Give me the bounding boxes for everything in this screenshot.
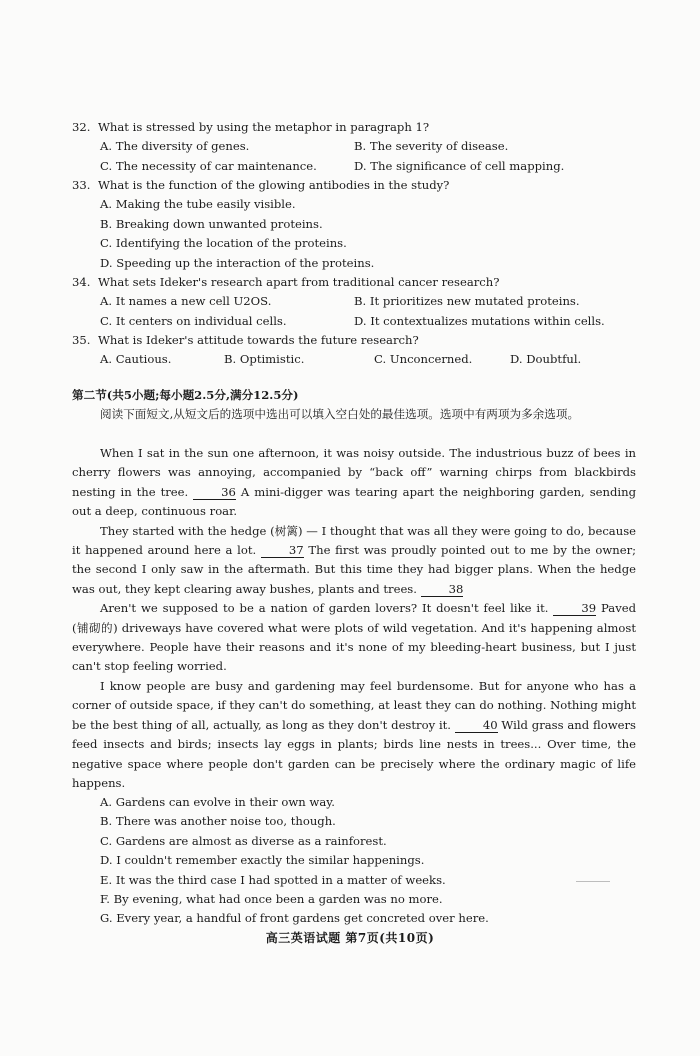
section-instruction: 阅读下面短文,从短文后的选项中选出可以填入空白处的最佳选项。选项中有两项为多余选项。 bbox=[100, 407, 580, 421]
paragraph-text: I know people are busy and gardening may feel burdensome. But for anyone who has a corner of outside space, if they can't do something, at least they can do nothing. Nothing might be the best thing of all, actually, as long as they don't destroy it. bbox=[72, 678, 636, 732]
question-stem bbox=[72, 176, 642, 195]
question-33 bbox=[72, 176, 642, 273]
choice-g: G. Every year, a handful of front gardens get concreted over here. bbox=[100, 911, 489, 926]
paragraph-text: Wild grass and flowers feed insects and birds; insects lay eggs in plants; birds line nests in trees... Over time, the negative space where people don't garden can be precisely where the ordinary magic of life happens. bbox=[72, 717, 637, 790]
question-stem bbox=[72, 273, 642, 292]
option-a: A. It names a new cell U2OS. bbox=[100, 294, 272, 309]
passage-paragraph-1 bbox=[72, 444, 636, 522]
option-a: A. Making the tube easily visible. bbox=[100, 197, 296, 212]
option-row bbox=[72, 312, 642, 331]
answer-choices bbox=[72, 793, 642, 929]
page-footer: 高三英语试题 第7页(共10页) bbox=[265, 931, 435, 945]
section-heading: 第二节(共5小题;每小题2.5分,满分12.5分) bbox=[72, 388, 299, 402]
option-row bbox=[72, 350, 642, 369]
option-b: B. The severity of disease. bbox=[354, 139, 509, 154]
question-text: What is the function of the glowing antibodies in the study? bbox=[98, 178, 450, 192]
option-d: D. Doubtful. bbox=[510, 352, 582, 367]
option-row bbox=[72, 137, 642, 156]
choice-f: F. By evening, what had once been a garden was no more. bbox=[100, 892, 443, 907]
blank-38: 38 bbox=[421, 583, 464, 597]
option-a: A. The diversity of genes. bbox=[100, 139, 250, 154]
question-text: What sets Ideker's research apart from traditional cancer research? bbox=[98, 275, 500, 289]
blank-39: 39 bbox=[553, 602, 596, 616]
option-c: C. It centers on individual cells. bbox=[100, 313, 287, 328]
paragraph-text: The first was proudly pointed out to me by the owner; the second I only saw in the aftermath. But this time they had bigger plans. When the hedge was out, they kept clearing away bushes, plants and trees. bbox=[72, 543, 637, 596]
option-d: D. It contextualizes mutations within cells. bbox=[354, 313, 605, 328]
blank-37: 37 bbox=[261, 544, 304, 558]
question-number: 34. bbox=[72, 275, 91, 289]
question-stem bbox=[72, 118, 642, 137]
option-b: B. It prioritizes new mutated proteins. bbox=[354, 294, 580, 309]
option-d: D. Speeding up the interaction of the proteins. bbox=[100, 255, 375, 270]
paragraph-text: They started with the hedge (树篱) — I thought that was all they were going to do, because it happened around here a lot. bbox=[72, 523, 636, 558]
option-b: B. Breaking down unwanted proteins. bbox=[100, 216, 323, 231]
choice-b: B. There was another noise too, though. bbox=[100, 814, 336, 829]
passage-paragraph-4 bbox=[72, 677, 636, 793]
question-stem bbox=[72, 331, 642, 350]
question-32 bbox=[72, 118, 642, 176]
passage-paragraph-2 bbox=[72, 522, 636, 600]
option-row bbox=[72, 157, 642, 176]
option-a: A. Cautious. bbox=[100, 352, 172, 367]
choice-c: C. Gardens are almost as diverse as a rainforest. bbox=[100, 833, 387, 848]
question-text: What is Ideker's attitude towards the future research? bbox=[98, 333, 419, 347]
blank-36: 36 bbox=[193, 486, 236, 500]
question-number: 32. bbox=[72, 120, 91, 134]
question-text: What is stressed by using the metaphor in paragraph 1? bbox=[98, 120, 430, 134]
paragraph-text: Paved (铺砌的) driveways have covered what were plots of wild vegetation. And it's happening almost everywhere. People have their reasons and it's none of my bleeding-heart business, but I just can't stop feeling worried. bbox=[72, 601, 637, 674]
reading-passage bbox=[72, 444, 636, 793]
option-c: C. The necessity of car maintenance. bbox=[100, 158, 317, 173]
choice-e: E. It was the third case I had spotted in a matter of weeks. bbox=[100, 872, 446, 887]
paragraph-text: When I sat in the sun one afternoon, it was noisy outside. The industrious buzz of bees in cherry flowers was annoying, accompanied by “back off” warning chirps from blackbirds nesting in the tree. bbox=[72, 446, 636, 499]
question-34 bbox=[72, 273, 642, 331]
choice-a: A. Gardens can evolve in their own way. bbox=[100, 795, 335, 809]
option-c: C. Unconcerned. bbox=[374, 352, 473, 367]
blank-40: 40 bbox=[455, 719, 498, 733]
question-35 bbox=[72, 331, 642, 370]
option-c: C. Identifying the location of the proteins. bbox=[100, 236, 347, 251]
choice-d: D. I couldn't remember exactly the similar happenings. bbox=[100, 853, 425, 868]
option-row bbox=[72, 292, 642, 311]
option-b: B. Optimistic. bbox=[224, 352, 305, 367]
paragraph-text: Aren't we supposed to be a nation of garden lovers? It doesn't feel like it. bbox=[100, 601, 549, 616]
question-number: 35. bbox=[72, 333, 91, 347]
option-d: D. The significance of cell mapping. bbox=[354, 158, 565, 173]
question-number: 33. bbox=[72, 178, 91, 192]
paragraph-text: A mini-digger was tearing apart the neighboring garden, sending out a deep, continuous roar. bbox=[72, 484, 637, 519]
passage-paragraph-3 bbox=[72, 599, 636, 677]
scan-mark bbox=[576, 881, 610, 882]
